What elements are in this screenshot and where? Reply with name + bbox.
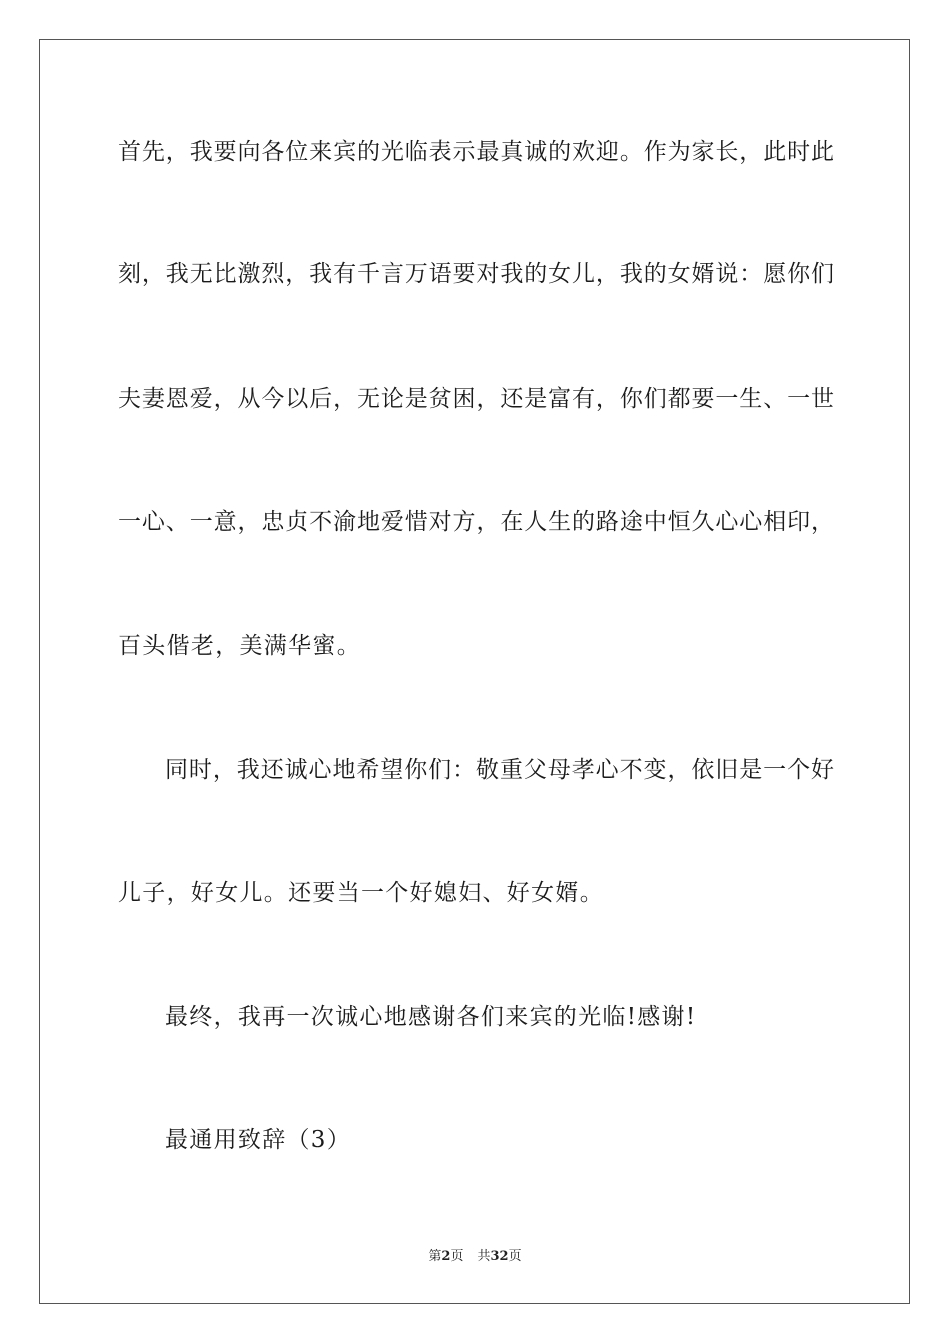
paragraph-line-5: 百头偕老，美满华蜜。	[118, 633, 361, 659]
section-heading: 最通用致辞（3）	[165, 1127, 352, 1153]
page-suffix: 页	[450, 1249, 464, 1264]
page-number: 2	[441, 1249, 451, 1264]
paragraph-line-4: 一心、一意，忠贞不渝地爱惜对方，在人生的路途中恒久心心相印，	[118, 509, 834, 535]
paragraph-line-2: 刻，我无比激烈，我有千言万语要对我的女儿，我的女婿说：愿你们	[118, 261, 834, 287]
total-prefix: 共	[477, 1249, 491, 1264]
paragraph-line-8: 最终，我再一次诚心地感谢各们来宾的光临!感谢!	[165, 1004, 697, 1030]
page-footer	[0, 1249, 950, 1265]
paragraph-line-6: 同时，我还诚心地希望你们：敬重父母孝心不变，依旧是一个好	[165, 757, 834, 783]
page-frame	[39, 39, 910, 1304]
total-suffix: 页	[508, 1249, 522, 1264]
page-prefix: 第	[428, 1249, 442, 1264]
paragraph-line-7: 儿子，好女儿。还要当一个好媳妇、好女婿。	[118, 880, 604, 906]
total-pages: 32	[490, 1249, 509, 1264]
paragraph-line-3: 夫妻恩爱，从今以后，无论是贫困，还是富有，你们都要一生、一世	[118, 386, 834, 412]
paragraph-line-1: 首先，我要向各位来宾的光临表示最真诚的欢迎。作为家长，此时此	[118, 139, 834, 165]
